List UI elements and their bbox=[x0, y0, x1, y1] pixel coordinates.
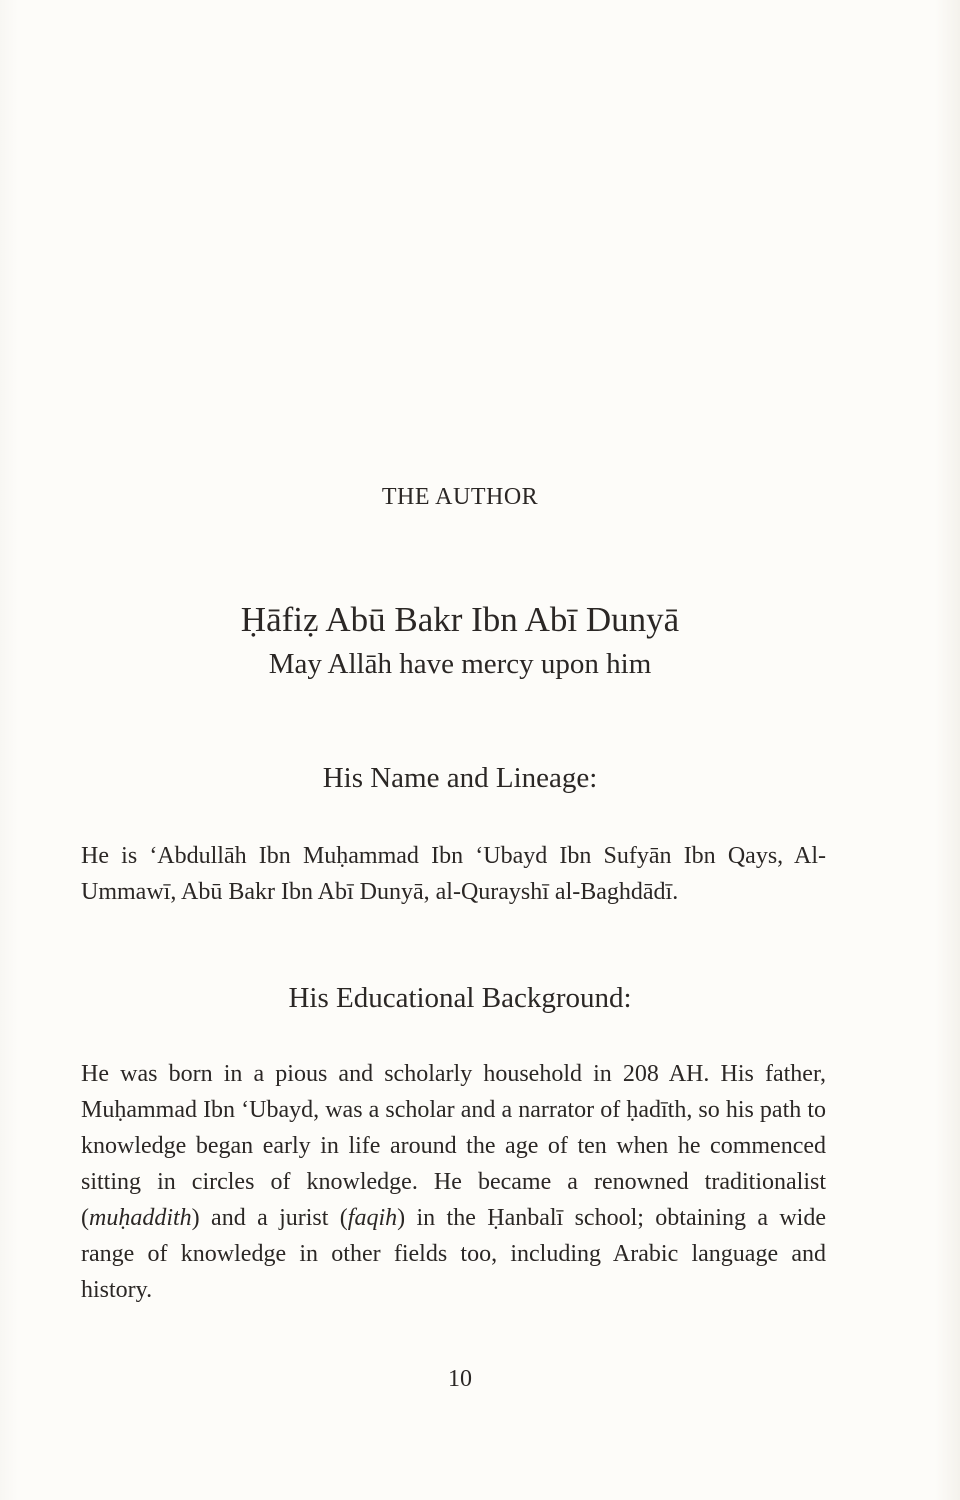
term-muhaddith: muḥaddith bbox=[89, 1205, 192, 1231]
page-number: 10 bbox=[448, 1366, 472, 1392]
educational-background-paragraph bbox=[81, 1056, 826, 1308]
paragraph-text: He was born in a pious and scholarly household in 208 AH. His father, Muḥammad Ibn ‘Ubayd, was a scholar and a narrator of ḥadīth, so his path to knowledge began early in life around the age of ten when he commenced sitting in circles of knowledge. He became a renowned traditionalist ( bbox=[81, 1061, 826, 1231]
name-lineage-paragraph: He is ‘Abdullāh Ibn Muḥammad Ibn ‘Ubayd Ibn Sufyān Ibn Qays, Al-Ummawī, Abū Bakr Ibn Abī Dunyā, al-Qurayshī al-Baghdādī. bbox=[81, 843, 826, 905]
author-blessing: May Allāh have mercy upon him bbox=[268, 648, 652, 680]
section-label: THE AUTHOR bbox=[381, 484, 539, 510]
paragraph-text: ) in the Ḥanbalī school; obtaining a wide range of knowledge in other fields too, including Arabic language and history. bbox=[81, 1205, 826, 1303]
term-faqih: faqih bbox=[347, 1205, 398, 1231]
author-name: Ḥāfiẓ Abū Bakr Ibn Abī Dunyā bbox=[240, 600, 680, 639]
paragraph-text: ) and a jurist ( bbox=[191, 1205, 348, 1231]
name-lineage-heading: His Name and Lineage: bbox=[322, 762, 598, 794]
educational-background-heading: His Educational Background: bbox=[288, 982, 632, 1014]
